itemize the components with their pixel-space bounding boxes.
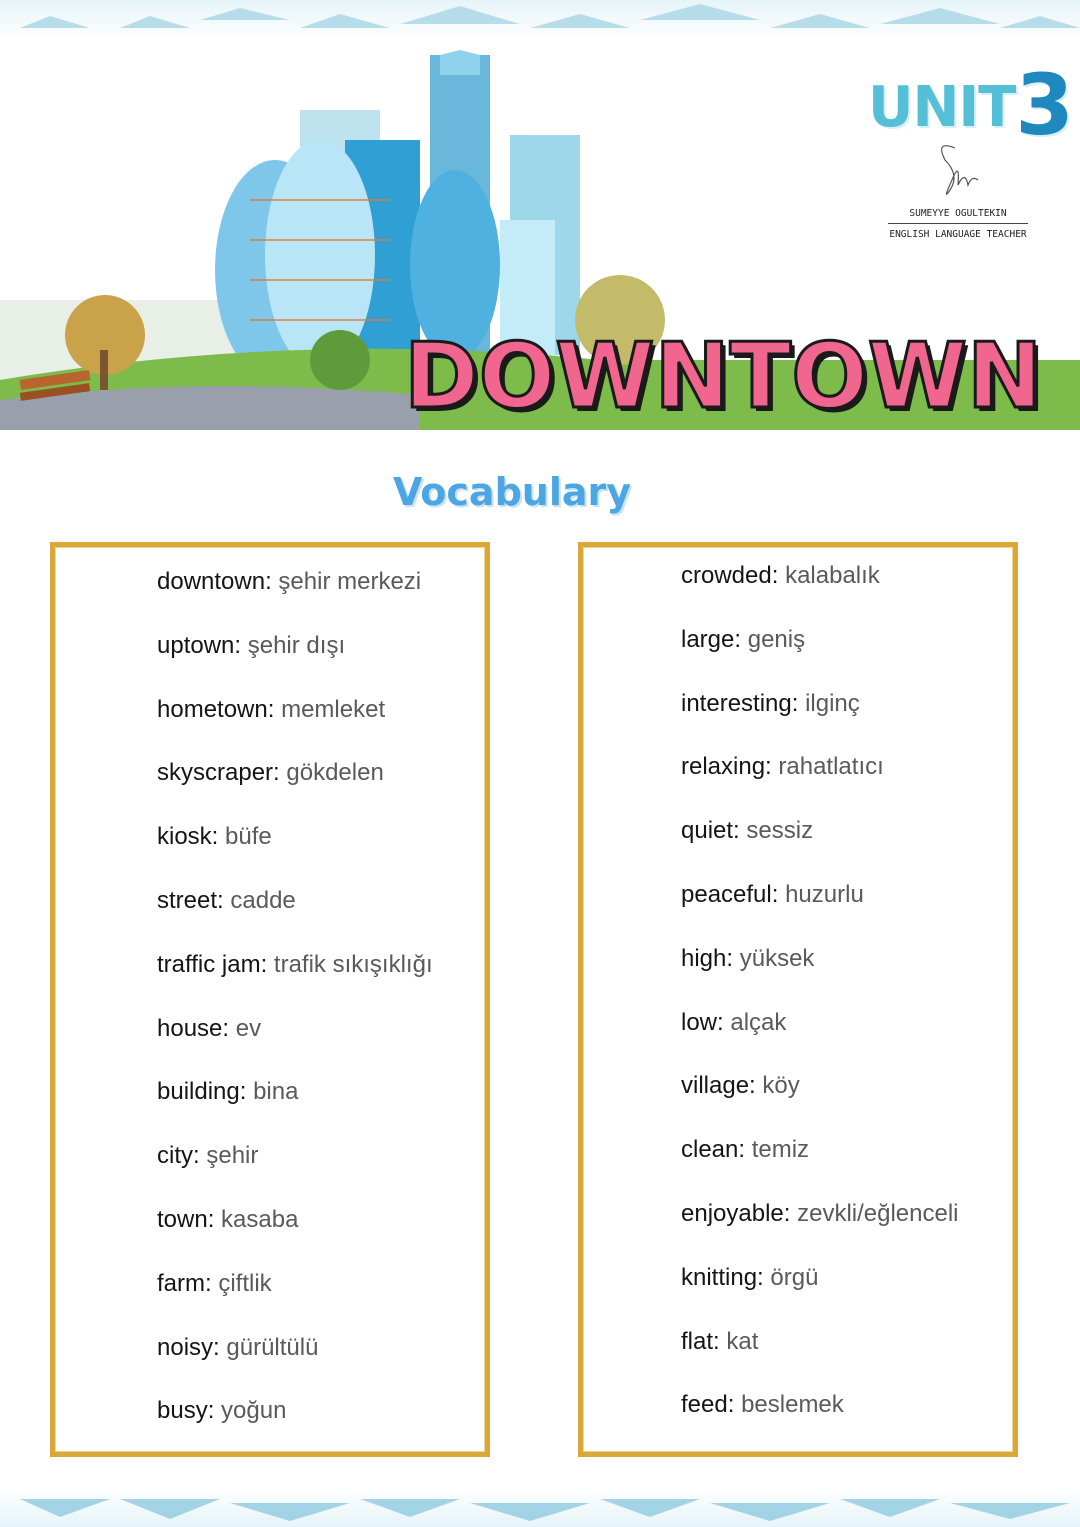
vocabulary-translation: rahatlatıcı: [778, 753, 884, 781]
vocabulary-translation: şehir dışı: [247, 631, 346, 659]
vocabulary-item: [681, 1328, 758, 1356]
vocabulary-translation: yoğun: [221, 1397, 287, 1425]
vocabulary-item: [681, 690, 860, 718]
vocabulary-item: [157, 823, 272, 851]
vocabulary-translation: şehir: [206, 1142, 259, 1170]
vocabulary-term: knitting:: [681, 1263, 764, 1291]
vocabulary-item: [681, 1200, 959, 1228]
vocabulary-item: [681, 1391, 844, 1419]
vocabulary-term: relaxing:: [681, 753, 772, 781]
vocabulary-item: [157, 696, 385, 724]
vocabulary-term: enjoyable:: [681, 1200, 791, 1227]
vocabulary-item: [681, 626, 805, 654]
vocabulary-translation: kat: [726, 1327, 759, 1355]
vocabulary-item: [681, 1264, 818, 1292]
vocabulary-term: building:: [157, 1078, 247, 1106]
vocabulary-item: [157, 887, 296, 915]
vocabulary-translation: örgü: [770, 1263, 819, 1291]
page-title: DOWNTOWN: [404, 324, 1043, 429]
vocabulary-term: crowded:: [681, 562, 779, 589]
vocabulary-term: uptown:: [157, 631, 242, 659]
vocabulary-item: [157, 568, 421, 596]
vocabulary-item: [681, 1009, 786, 1037]
vocabulary-term: street:: [157, 887, 224, 914]
vocabulary-translation: sessiz: [746, 817, 814, 845]
vocabulary-item: [681, 1072, 800, 1100]
vocabulary-translation: bina: [253, 1078, 299, 1106]
section-title: Vocabulary: [392, 470, 632, 514]
vocabulary-translation: ev: [235, 1014, 262, 1042]
vocabulary-item: [681, 881, 864, 909]
divider: [888, 223, 1028, 224]
vocabulary-item: [157, 759, 384, 787]
vocabulary-term: low:: [681, 1008, 724, 1036]
vocabulary-item: [157, 1206, 298, 1234]
vocabulary-term: clean:: [681, 1136, 746, 1164]
vocabulary-item: [681, 945, 814, 973]
vocabulary-term: interesting:: [681, 689, 799, 717]
vocabulary-list-right: [578, 542, 1018, 1457]
vocabulary-translation: kalabalık: [785, 562, 880, 589]
vocabulary-translation: memleket: [281, 695, 386, 723]
vocabulary-item: [681, 1136, 809, 1164]
vocabulary-translation: zevkli/eğlenceli: [797, 1200, 959, 1227]
vocabulary-term: feed:: [681, 1391, 735, 1419]
vocabulary-term: busy:: [157, 1397, 215, 1425]
vocabulary-translation: ilginç: [805, 689, 860, 717]
vocabulary-item: [681, 817, 813, 845]
vocabulary-item: [681, 562, 880, 590]
vocabulary-term: hometown:: [157, 695, 275, 723]
vocabulary-item: [157, 1397, 286, 1425]
vocabulary-item: [157, 1142, 258, 1170]
vocabulary-item: [157, 1078, 298, 1106]
vocabulary-translation: kasaba: [221, 1206, 299, 1233]
unit-text: UNIT: [868, 75, 1016, 140]
vocabulary-term: noisy:: [157, 1333, 220, 1361]
vocabulary-term: flat:: [681, 1327, 720, 1355]
decorative-top-band: [0, 0, 1080, 40]
vocabulary-term: town:: [157, 1206, 215, 1233]
vocabulary-translation: çiftlik: [218, 1269, 272, 1297]
vocabulary-item: [157, 951, 433, 979]
vocabulary-translation: gürültülü: [226, 1333, 319, 1361]
vocabulary-term: peaceful:: [681, 881, 779, 908]
vocabulary-term: city:: [157, 1142, 200, 1170]
decorative-bottom-band: [0, 1487, 1080, 1527]
vocabulary-term: large:: [681, 625, 742, 653]
vocabulary-translation: huzurlu: [785, 881, 864, 908]
vocabulary-item: [681, 753, 884, 781]
vocabulary-term: traffic jam:: [157, 950, 268, 978]
vocabulary-translation: gökdelen: [286, 759, 384, 787]
vocabulary-item: [157, 1270, 272, 1298]
vocabulary-translation: şehir merkezi: [278, 568, 422, 595]
vocabulary-term: downtown:: [157, 568, 272, 595]
teacher-role: ENGLISH LANGUAGE TEACHER: [889, 229, 1027, 240]
unit-number: 3: [1015, 56, 1073, 154]
vocabulary-item: [157, 632, 345, 660]
vocabulary-translation: yüksek: [739, 944, 815, 972]
vocabulary-item: [157, 1015, 261, 1043]
vocabulary-term: village:: [681, 1072, 756, 1100]
vocabulary-translation: köy: [762, 1072, 800, 1100]
vocabulary-translation: alçak: [730, 1008, 787, 1036]
vocabulary-translation: temiz: [751, 1136, 810, 1164]
vocabulary-list-left: [50, 542, 490, 1457]
vocabulary-translation: beslemek: [741, 1391, 844, 1419]
vocabulary-translation: geniş: [747, 625, 806, 653]
signature: [930, 140, 1000, 205]
vocabulary-translation: cadde: [230, 887, 296, 914]
teacher-name: SUMEYYE OGULTEKIN: [909, 208, 1007, 219]
vocabulary-term: quiet:: [681, 817, 740, 845]
vocabulary-term: skyscraper:: [157, 759, 280, 787]
vocabulary-term: kiosk:: [157, 823, 219, 851]
vocabulary-term: house:: [157, 1014, 230, 1042]
vocabulary-translation: trafik sıkışıklığı: [273, 950, 433, 978]
unit-label: [868, 48, 1073, 154]
teacher-credit: [880, 208, 1036, 240]
vocabulary-item: [157, 1334, 318, 1362]
vocabulary-term: farm:: [157, 1269, 212, 1297]
vocabulary-term: high:: [681, 944, 734, 972]
vocabulary-translation: büfe: [225, 823, 272, 851]
